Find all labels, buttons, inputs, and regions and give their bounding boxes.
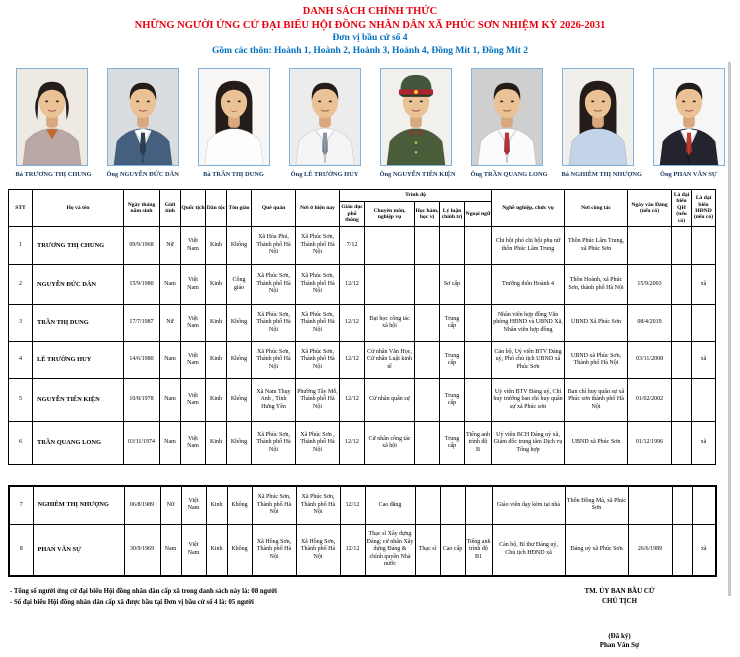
candidates-table-2-wrap	[8, 485, 740, 577]
table-cell: Xã Phúc Sơn, Thành phố Hà Nội	[296, 227, 340, 265]
table-cell: Kinh	[206, 379, 227, 422]
candidate-name-cell: NGHIÊM THỊ NHƯỢNG	[33, 486, 124, 524]
table-cell: Xã Phúc Sơn, Thành phố Hà Nội	[296, 265, 340, 305]
table-cell	[672, 379, 692, 422]
table-cell	[465, 265, 492, 305]
table-cell: Kinh	[206, 486, 227, 524]
table-cell: 26/6/1989	[628, 524, 672, 576]
table-cell: Thôn Hoành, xã Phúc Sơn, thành phố Hà Nội	[565, 265, 628, 305]
table-cell: Việt Nam	[181, 342, 206, 379]
table-cell: Trung cấp	[440, 379, 465, 422]
table-cell: Nữ	[160, 305, 181, 342]
document-header	[0, 0, 740, 57]
table-cell: Xã Phúc Sơn, Thành phố Hà Nội	[252, 422, 296, 465]
table-cell: Sơ cấp	[440, 265, 465, 305]
candidate-name-cell: TRẦN QUANG LONG	[33, 422, 124, 465]
table-cell: Xã Phúc Sơn, Thành phố Hà Nội	[252, 265, 296, 305]
candidate-name-cell: TRƯƠNG THỊ CHUNG	[33, 227, 124, 265]
column-header: Giới tính	[160, 189, 181, 226]
candidate-card	[379, 68, 456, 178]
table-cell: Xã Phúc Sơn, Thành phố Hà Nội	[252, 342, 296, 379]
column-header: Ngoại ngữ	[465, 201, 492, 226]
table-cell: Việt Nam	[181, 486, 206, 524]
table-cell: 30/9/1969	[124, 524, 160, 576]
table-cell: 12/12	[340, 422, 365, 465]
election-unit-line: Đơn vị bầu cử số 4	[332, 33, 408, 44]
table-cell: 6	[9, 422, 33, 465]
table-cell	[692, 227, 716, 265]
table-cell: 12/12	[340, 305, 365, 342]
column-header: STT	[9, 189, 33, 226]
table-cell: 5	[9, 379, 33, 422]
table-cell: 12/12	[340, 379, 365, 422]
table-cell: Việt Nam	[181, 227, 206, 265]
table-cell: Nam	[160, 422, 181, 465]
table-cell: 3	[9, 305, 33, 342]
table-cell	[415, 342, 440, 379]
table-cell: Trung cấp	[440, 305, 465, 342]
doc-title-line1: DANH SÁCH CHÍNH THỨC	[302, 6, 438, 17]
table-row	[9, 227, 716, 265]
table-row	[9, 379, 716, 422]
table-cell	[692, 379, 716, 422]
candidate-name-cell: NGUYỄN ĐỨC DÂN	[33, 265, 124, 305]
candidate-card	[653, 68, 725, 178]
table-cell: xã	[692, 342, 716, 379]
hamlets-line: Gồm các thôn: Hoành 1, Hoành 2, Hoành 3, Hoành 4, Đồng Mít 1, Đồng Mít 2	[212, 45, 528, 56]
table-cell	[465, 305, 492, 342]
table-cell: Nữ	[160, 486, 181, 524]
candidate-card	[107, 68, 179, 178]
candidates-table-1-wrap	[8, 189, 740, 465]
table-cell	[672, 422, 692, 465]
table-cell	[465, 379, 492, 422]
table-cell	[465, 227, 492, 265]
photo-caption: Bà NGHIÊM THỊ NHƯỢNG	[561, 170, 642, 178]
candidate-photo	[16, 68, 88, 166]
table-cell: xã	[692, 422, 716, 465]
column-header: Ngày vào Đảng (nếu có)	[628, 189, 672, 226]
signed-note: (Đã ký)	[608, 631, 631, 640]
table-cell	[628, 486, 672, 524]
table-cell: Xã Hồng Sơn, Thành phố Hà Nội	[296, 524, 340, 576]
table-cell: 17/7/1987	[124, 305, 160, 342]
table-cell: Xã Phúc Sơn, Thành phố Hà Nội	[296, 486, 340, 524]
table-cell: 01/02/2002	[628, 379, 672, 422]
photo-caption: Bà TRƯƠNG THỊ CHUNG	[15, 170, 92, 178]
table-cell: Không	[227, 227, 252, 265]
column-header: Quê quán	[252, 189, 296, 226]
column-header: Nơi ở hiện nay	[296, 189, 340, 226]
table-cell	[465, 486, 492, 524]
column-header: Lý luận chính trị	[440, 201, 465, 226]
table-cell	[672, 305, 692, 342]
table-cell	[672, 524, 692, 576]
table-cell: Xã Phúc Sơn, Thành phố Hà Nội	[252, 305, 296, 342]
column-header: Trình độ	[340, 189, 492, 201]
table-cell: Uỷ viên BTV Đảng uỷ, Chỉ huy trưởng ban chỉ huy quân sự xã Phúc sơn	[492, 379, 565, 422]
table-cell: 8	[9, 524, 33, 576]
table-cell: Trung cấp	[440, 422, 465, 465]
table-cell: Kinh	[206, 422, 227, 465]
table-row	[9, 305, 716, 342]
table-cell: Cao đẳng	[365, 486, 415, 524]
table-cell: Cử nhân Văn Học, Cử nhân Luật kinh tế	[365, 342, 415, 379]
table-cell: Cử nhân công tác xã hội	[365, 422, 415, 465]
table-cell	[415, 379, 440, 422]
photo-caption: Bà TRẦN THỊ DUNG	[203, 170, 264, 178]
candidates-table-2	[8, 485, 717, 577]
table-cell: Không	[227, 342, 252, 379]
column-header: Nghề nghiệp, chức vụ	[492, 189, 565, 226]
table-cell: Không	[227, 524, 252, 576]
photo-caption: Ông PHAN VĂN SỰ	[660, 170, 717, 178]
table-cell: 14/6/1980	[124, 342, 160, 379]
table-cell: 4	[9, 342, 33, 379]
table-cell: Ban chỉ huy quân sự xã Phúc sơn thành phố Hà Nội	[565, 379, 628, 422]
column-header: Chuyên môn, nghiệp vụ	[365, 201, 415, 226]
candidate-card	[561, 68, 642, 178]
table-cell: Không	[227, 486, 252, 524]
table-cell: Trưởng thôn Hoành 4	[492, 265, 565, 305]
table-cell: 7/12	[340, 227, 365, 265]
photo-caption: Ông NGUYỄN TIẾN KIỆN	[379, 170, 456, 178]
candidate-photo	[289, 68, 361, 166]
table-cell: Không	[227, 305, 252, 342]
table-cell: Xã Phúc Sơn , Thành phố Hà Nội	[296, 422, 340, 465]
table-cell: 15/9/1980	[124, 265, 160, 305]
table-cell: Giáo viên dạy kèm tại nhà	[492, 486, 565, 524]
table-cell	[440, 486, 465, 524]
photo-caption: Ông TRẦN QUANG LONG	[470, 170, 548, 178]
table-cell: Nữ	[160, 227, 181, 265]
table-cell: Kinh	[206, 524, 227, 576]
candidate-card	[289, 68, 361, 178]
table-cell: Việt Nam	[181, 524, 206, 576]
table-cell: 06/8/1989	[124, 486, 160, 524]
candidate-photo	[107, 68, 179, 166]
table-cell: Nam	[160, 379, 181, 422]
table-cell: Thạc sĩ Xây dựng Đảng; cử nhân Xây dựng Đảng & chính quyền Nhà nước	[365, 524, 415, 576]
candidate-card	[15, 68, 92, 178]
candidate-photo	[562, 68, 634, 166]
table-cell: Kinh	[206, 227, 227, 265]
column-header: Dân tộc	[206, 189, 227, 226]
table-cell: xã	[692, 265, 716, 305]
table-cell: Xã Hồng Sơn, Thành phố Hà Nội	[252, 524, 296, 576]
table-cell: 10/8/1978	[124, 379, 160, 422]
column-header: Giáo dục phổ thông	[340, 201, 365, 226]
table-cell: Tiếng anh trình độ B1	[465, 524, 492, 576]
table-cell	[415, 227, 440, 265]
column-header: Nơi công tác	[565, 189, 628, 226]
table-cell: UBND xã Phúc Sơn, Thành phố Hà Nội	[565, 342, 628, 379]
signature-block	[507, 587, 732, 651]
table-cell	[415, 486, 440, 524]
photo-caption: Ông LÊ TRƯỜNG HUY	[290, 170, 359, 178]
table-cell	[672, 486, 692, 524]
candidate-photo	[471, 68, 543, 166]
table-cell	[672, 265, 692, 305]
table-cell: Kinh	[206, 265, 227, 305]
photo-caption: Ông NGUYỄN ĐỨC DÂN	[106, 170, 179, 178]
candidate-card	[470, 68, 548, 178]
candidate-photo	[198, 68, 270, 166]
table-cell: 12/12	[340, 342, 365, 379]
table-cell: Trung cấp	[440, 342, 465, 379]
table-cell	[415, 265, 440, 305]
column-header: Học hàm, học vị	[415, 201, 440, 226]
table-cell: 2	[9, 265, 33, 305]
table-cell	[692, 305, 716, 342]
table-cell: Nam	[160, 524, 181, 576]
table-cell: Thạc sĩ	[415, 524, 440, 576]
candidate-name-cell: TRẦN THỊ DUNG	[33, 305, 124, 342]
table-cell: UBND Xã Phúc Sơn	[565, 305, 628, 342]
table-cell: Nam	[160, 265, 181, 305]
column-header: Là đại biểu HĐND (nếu có)	[692, 189, 716, 226]
table-cell: 12/12	[340, 265, 365, 305]
table-cell: Uỷ viên BCH Đảng uỷ xã, Giám đốc trung tâm Dịch vụ Tổng hợp	[492, 422, 565, 465]
table-cell: Chi hội phó chi hội phụ nữ thôn Phúc Lâm Trung	[492, 227, 565, 265]
table-cell: 08/4/2019	[628, 305, 672, 342]
column-header: Quốc tịch	[181, 189, 206, 226]
table-cell	[628, 227, 672, 265]
table-cell: 09/9/1968	[124, 227, 160, 265]
table-cell	[465, 342, 492, 379]
table-cell: 03/11/1974	[124, 422, 160, 465]
column-header: Họ và tên	[33, 189, 124, 226]
table-cell: Xã Phúc Sơn, Thành phố Hà Nội	[296, 305, 340, 342]
column-header: Ngày tháng năm sinh	[124, 189, 160, 226]
candidate-photo	[380, 68, 452, 166]
table-cell: 1	[9, 227, 33, 265]
sign-org: TM. ỦY BAN BẦU CỬ	[584, 587, 655, 596]
sign-title: CHỦ TỊCH	[601, 596, 638, 605]
table-cell	[672, 227, 692, 265]
table-cell: Xã Hòa Phú, Thành phố Hà Nội	[252, 227, 296, 265]
table-cell: Cán bộ, Uỷ viên BTV Đảng uỷ, Phó chủ tịch UBND xã Phúc Sơn	[492, 342, 565, 379]
column-header: Tôn giáo	[227, 189, 252, 226]
table-row	[9, 342, 716, 379]
table-cell: Việt Nam	[181, 265, 206, 305]
table-row	[9, 524, 716, 576]
column-header: Là đại biểu QH (nếu có)	[672, 189, 692, 226]
table-cell: 12/12	[340, 524, 365, 576]
table-cell: Xã Phúc Sơn, Thành phố Hà Nội	[252, 486, 296, 524]
table-cell: Kinh	[206, 342, 227, 379]
table-cell: Công giáo	[227, 265, 252, 305]
table-cell	[365, 227, 415, 265]
table-cell: 7	[9, 486, 33, 524]
table-cell: Xã Nam Thụy Anh , Tỉnh Hưng Yên	[252, 379, 296, 422]
table-cell: Tiếng anh trình độ B	[465, 422, 492, 465]
table-cell: Đại học công tác xã hội	[365, 305, 415, 342]
table-cell: Cán bộ, Bí thư Đảng uỷ, Chủ tịch HĐND xã	[492, 524, 565, 576]
table-row	[9, 486, 716, 524]
table-cell: 01/12/1996	[628, 422, 672, 465]
table-cell: Không	[227, 379, 252, 422]
table-cell: Việt Nam	[181, 379, 206, 422]
candidate-name-cell: LÊ TRƯỜNG HUY	[33, 342, 124, 379]
table-cell: Kinh	[206, 305, 227, 342]
table-cell: Không	[227, 422, 252, 465]
table-cell	[692, 486, 716, 524]
table-row	[9, 265, 716, 305]
sign-name: Phan Văn Sự	[599, 641, 640, 650]
table-cell: 12/12	[340, 486, 365, 524]
table-cell: Việt Nam	[181, 305, 206, 342]
table-cell: xã	[692, 524, 716, 576]
candidate-card	[198, 68, 270, 178]
table-cell	[672, 342, 692, 379]
total-candidates-note: - Tổng số người ứng cử đại biểu Hội đồng nhân dân cấp xã trong danh sách này là: 08 người	[10, 588, 277, 596]
table-cell: Nhân viên hợp đồng Văn phòng HĐND và UBND Xã, Nhân viên hợp đồng	[492, 305, 565, 342]
table-cell	[440, 227, 465, 265]
elected-count-note: - Số đại biểu Hội đồng nhân dân cấp xã được bầu tại Đơn vị bầu cử số 4 là: 05 người	[10, 598, 254, 606]
summary-notes	[10, 587, 507, 651]
table-cell	[415, 305, 440, 342]
candidate-photo	[653, 68, 725, 166]
table-cell: 03/11/2008	[628, 342, 672, 379]
table-cell: Cao cấp	[440, 524, 465, 576]
table-cell: Đảng uỷ xã Phúc Sơn	[565, 524, 628, 576]
table-cell	[415, 422, 440, 465]
table-cell: Phường Tây Mỗ, Thành phố Hà Nội	[296, 379, 340, 422]
candidates-table-1	[8, 189, 716, 465]
candidate-name-cell: PHAN VĂN SỰ	[33, 524, 124, 576]
table-cell: Xã Phúc Sơn, Thành phố Hà Nội	[296, 342, 340, 379]
table-cell: 15/9/2003	[628, 265, 672, 305]
footer	[10, 587, 732, 651]
page-edge-shadow	[728, 62, 731, 596]
table-cell: Cử nhân quân sự	[365, 379, 415, 422]
table-cell: Thôn Phúc Lâm Trung, xã Phúc Sơn	[565, 227, 628, 265]
table-cell: Thôn Đồng Mả, xã Phúc Sơn	[565, 486, 628, 524]
table-cell	[365, 265, 415, 305]
table-row	[9, 422, 716, 465]
doc-title-line2: NHỮNG NGƯỜI ỨNG CỬ ĐẠI BIỂU HỘI ĐỒNG NHÂN DÂN XÃ PHÚC SƠN NHIỆM KỲ 2026-2031	[134, 19, 606, 31]
table-cell: UBND xã Phúc Sơn	[565, 422, 628, 465]
table-cell: Nam	[160, 342, 181, 379]
photo-row	[0, 68, 740, 178]
candidate-name-cell: NGUYỄN TIẾN KIỆN	[33, 379, 124, 422]
table-cell: Việt Nam	[181, 422, 206, 465]
